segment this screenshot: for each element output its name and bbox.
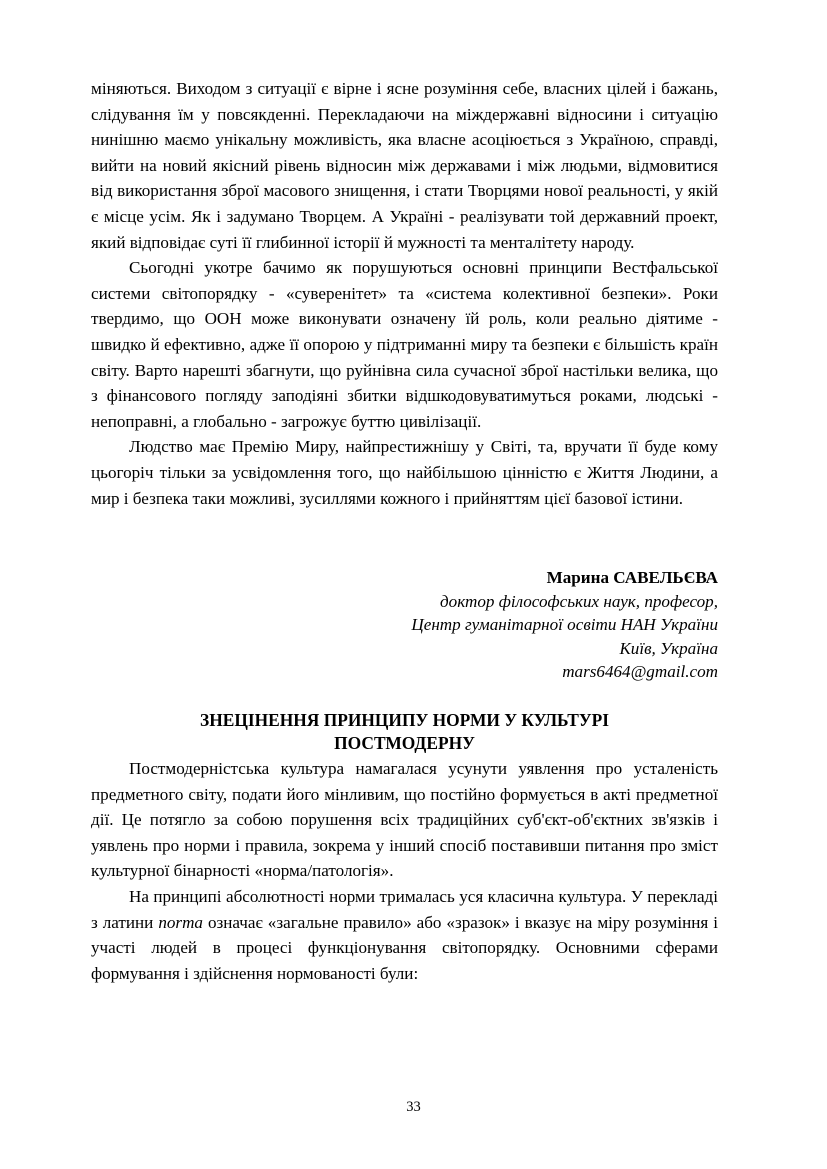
page-number: 33 (406, 1099, 421, 1115)
author-degree: доктор філософських наук, професор, (440, 591, 718, 611)
author-location: Київ, Україна (619, 638, 718, 658)
article-paragraph-2-start: На принципі абсолютності норми трималась уся класична культура. У перекладі з латини (91, 887, 718, 932)
body-paragraph-2: Сьогодні укотре бачимо як порушуються основні принципи Вестфальської системи світопорядку - «суверенітет» та «система колективної безпеки». Роки твердимо, що ООН може виконувати означену їй роль, коли реально діятиме - швидко й ефективно, адже її опорою у підтриманні миру та безпеки є більшість країн світу. Варто нарешті збагнути, що руйнівна сила сучасної зброї настільки велика, що з фінансового погляду заподіяні збитки відшкодовуватимуться роками, людські - непоправні, а глобально - загрожує буттю цивілізації. (91, 258, 718, 431)
body-paragraph-3: Людство має Премію Миру, найпрестижнішу у Світі, та, вручати її буде кому цьогоріч тільки за усвідомлення того, що найбільшою цінністю є Життя Людини, а мир і безпека таки можливі, зусиллями кожного і прийняттям цієї базової істини. (91, 437, 718, 508)
article-paragraph-2 (91, 884, 718, 986)
article-paragraph-1: Постмодерністська культура намагалася усунути уявлення про усталеність предметного світу, подати його мінливим, що постійно формується в акті предметної дії. Це потягло за собою порушення всіх традиційних суб'єкт-об'єктних зв'язків і уявлень про норми і правила, зокрема у інший спосіб поставивши питання про зміст культурної бінарності «норма/патологія». (91, 759, 718, 881)
latin-term: norma (158, 912, 203, 932)
article-title (91, 709, 718, 754)
body-paragraph-1: міняються. Виходом з ситуації є вірне і ясне розуміння себе, власних цілей і бажань, слідування їм у повсякденні. Перекладаючи на міждержавні відносини і ситуацію нинішню маємо унікальну можливість, яка власне асоціюється з Україною, справді, вийти на новий якісний рівень відносин між державами і між людьми, відмовитися від використання зброї масового знищення, і стати Творцями нової реальності, у якій є місце усім. Як і задумано Творцем. А Україні - реалізувати той державний проект, який відповідає суті її глибинної історії й мужності та менталітету народу. (91, 79, 718, 252)
author-block (91, 566, 718, 684)
article-title-line-1: ЗНЕЦІНЕННЯ ПРИНЦИПУ НОРМИ У КУЛЬТУРІ (200, 710, 609, 731)
article-title-line-2: ПОСТМОДЕРНУ (334, 732, 475, 753)
author-name: Марина САВЕЛЬЄВА (546, 568, 718, 588)
article-paragraph-2-end: означає «загальне правило» або «зразок» і вказує на міру розуміння і участі людей в процесі функціонування світопорядку. Основними сферами формування і здійснення нормованості були: (91, 912, 719, 983)
author-institution: Центр гуманітарної освіти НАН України (411, 615, 718, 635)
document-page (91, 76, 718, 986)
author-email: mars6464@gmail.com (562, 662, 718, 682)
